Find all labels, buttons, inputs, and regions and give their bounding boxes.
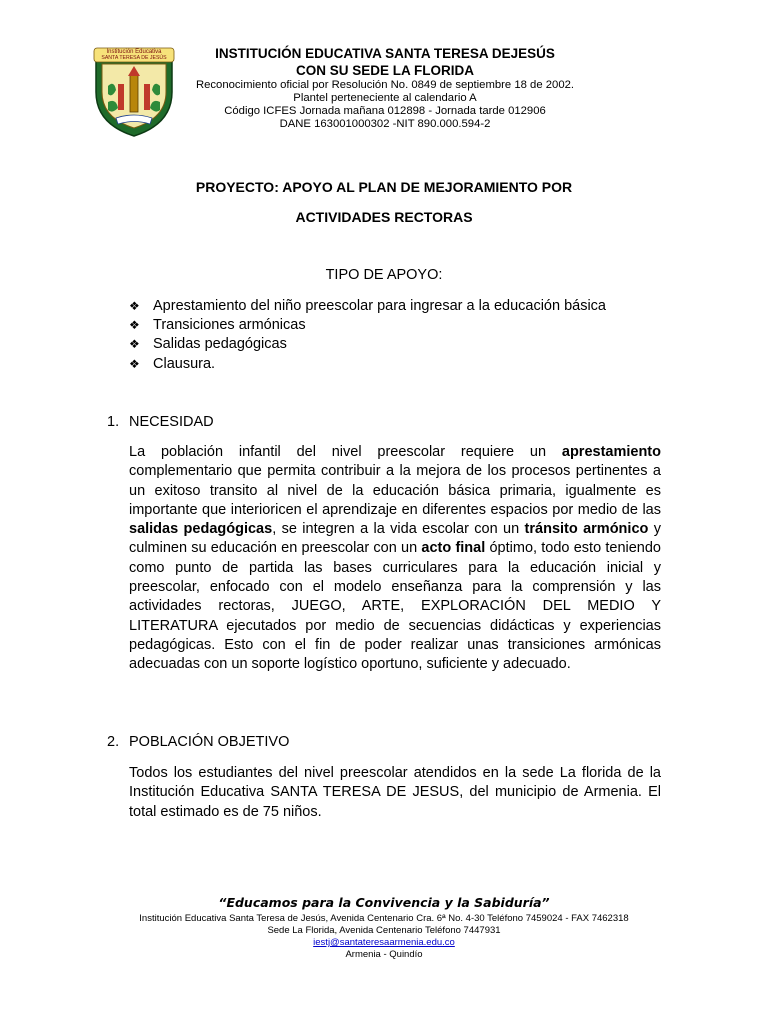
section-number: 2. (107, 734, 120, 750)
necesidad-paragraph: La población infantil del nivel preescolar requiere un aprestamiento complementario que permita contribuir a la mejora de los procesos pertinentes a un exitoso transito al nivel de la educación básica primaria, igualmente es importante que interioricen el aprendizaje en diferentes espacios por medio de las salidas pedagógicas, se integren a la vida escolar con un tránsito armónico y culminen su educación en preescolar con un acto final óptimo, todo esto teniendo como punto de partida las bases curriculares para la educación inicial y preescolar, enfocado con el modelo enseñanza para la comprensión y las actividades rectoras, JUEGO, ARTE, EXPLORACIÓN DEL MEDIO Y LITERATURA ejecutados por medio de secuencias didácticas y experiencias pedagógicas. Esto con el fin de poder realizar unas transiciones armónicas adecuadas con un soporte logístico oportuno, suficiente y adecuado. (129, 444, 662, 673)
header-icfes: Código ICFES Jornada mañana 012898 - Jornada tarde 012906 (224, 105, 546, 117)
crest-banner-top: Institución Educativa (106, 49, 162, 55)
section-title: NECESIDAD (129, 414, 214, 430)
header-resolution: Reconocimiento oficial por Resolución No. 0849 de septiembre 18 de 2002. (195, 79, 575, 91)
diamond-bullet-icon: ❖ (129, 337, 140, 351)
institution-title: INSTITUCIÓN EDUCATIVA SANTA TERESA DEJESÚS (215, 46, 555, 61)
header-calendar: Plantel perteneciente al calendario A (293, 92, 477, 104)
footer-city: Armenia - Quindío (345, 949, 423, 960)
institution-subtitle: CON SU SEDE LA FLORIDA (295, 63, 474, 78)
header-dane-nit: DANE 163001000302 -NIT 890.000.594-2 (279, 118, 491, 130)
project-title-line1: PROYECTO: APOYO AL PLAN DE MEJORAMIENTO POR (195, 179, 573, 195)
diamond-bullet-icon: ❖ (129, 318, 140, 332)
school-crest-logo (92, 46, 176, 138)
footer-sede: Sede La Florida, Avenida Centenario Teléfono 7447931 (267, 925, 501, 936)
project-title-line2: ACTIVIDADES RECTORAS (295, 209, 473, 225)
diamond-bullet-icon: ❖ (129, 299, 140, 313)
footer-motto: “Educamos para la Convivencia y la Sabiduría” (218, 895, 550, 910)
support-type-heading: TIPO DE APOYO: (325, 267, 443, 283)
footer-address: Institución Educativa Santa Teresa de Jesús, Avenida Centenario Cra. 6ª No. 4-30 Teléfono 7459024 - FAX 7462318 (139, 913, 629, 924)
section-number: 1. (107, 414, 120, 430)
diamond-bullet-icon: ❖ (129, 357, 140, 371)
poblacion-paragraph: Todos los estudiantes del nivel preescolar atendidos en la sede La florida de la Institución Educativa SANTA TERESA DE JESUS, del municipio de Armenia. El total estimado es de 75 niños. (129, 765, 661, 820)
section-title: POBLACIÓN OBJETIVO (129, 734, 290, 750)
footer-email-link[interactable]: iestj@santateresaarmenia.edu.co (313, 937, 455, 948)
crest-banner-bottom: SANTA TERESA DE JESÚS (101, 55, 167, 61)
